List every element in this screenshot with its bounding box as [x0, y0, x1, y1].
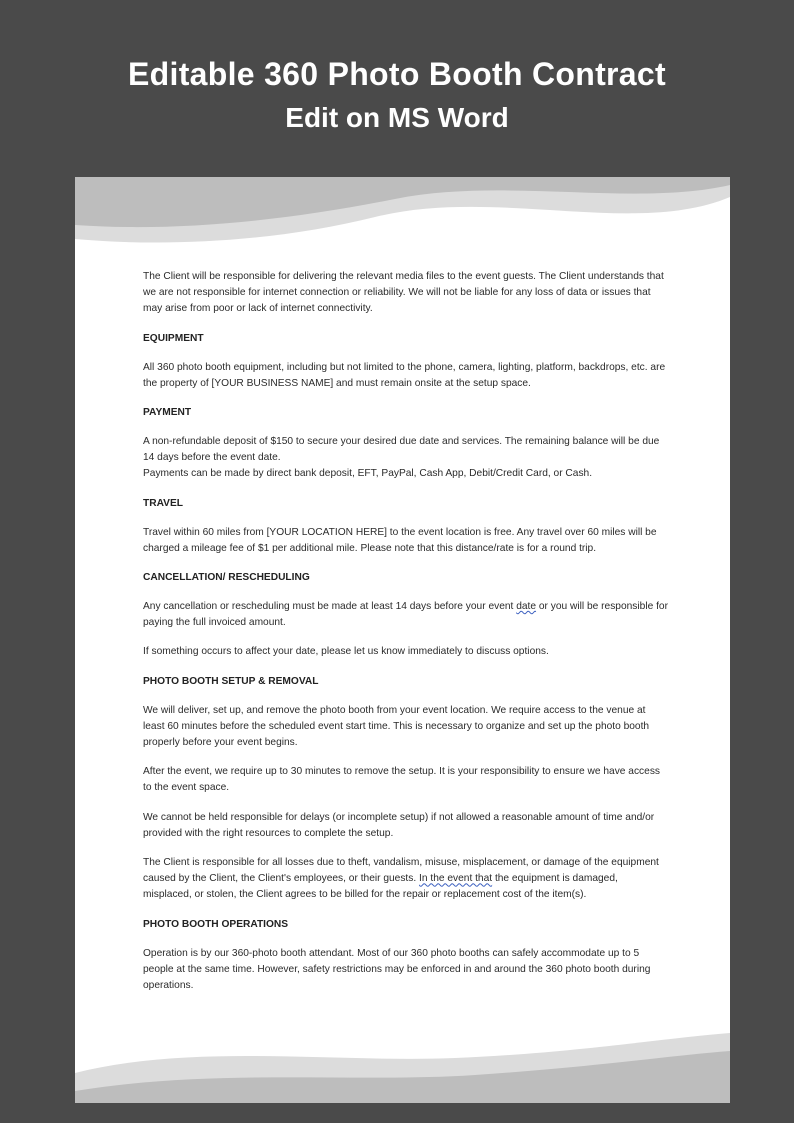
setup-heading: PHOTO BOOTH SETUP & REMOVAL — [143, 675, 319, 687]
equipment-heading: EQUIPMENT — [143, 332, 204, 344]
spellcheck-phrase: In the event that — [419, 873, 493, 885]
payment-paragraph-1: A non-refundable deposit of $150 to secure your desired due date and services. The remaining balance will be due 14 days before the event date. — [143, 436, 660, 464]
equipment-paragraph: All 360 photo booth equipment, including but not limited to the phone, camera, lighting, platform, backdrops, etc. are the property of [YOUR BUSINESS NAME] and must remain onsite at the setup space. — [143, 361, 666, 389]
cancellation-paragraph-1 — [143, 599, 668, 631]
travel-paragraph: Travel within 60 miles from [YOUR LOCATION HERE] to the event location is free. Any travel over 60 miles will be charged a mileage fee of $1 per additional mile. Please note that this distance/rate is for a round trip. — [143, 526, 657, 554]
payment-heading: PAYMENT — [143, 407, 192, 419]
page-title: Editable 360 Photo Booth Contract — [128, 56, 666, 92]
document-body — [143, 269, 668, 1007]
setup-paragraph-1: We will deliver, set up, and remove the photo booth from your event location. We require access to the venue at least 60 minutes before the scheduled event start time. This is necessary to organize and set up the photo booth properly before your event begins. — [143, 704, 650, 749]
setup-paragraph-4 — [143, 855, 668, 904]
setup-paragraph-3: We cannot be held responsible for delays (or incomplete setup) if not allowed a reasonable amount of time and/or provided with the right resources to complete the setup. — [143, 811, 655, 839]
top-wave-decoration — [75, 177, 730, 257]
operations-heading: PHOTO BOOTH OPERATIONS — [143, 918, 289, 930]
cancellation-heading: CANCELLATION/ RESCHEDULING — [143, 572, 310, 584]
cancellation-text-b: or you will be responsible for paying the full invoiced amount. — [143, 601, 668, 629]
document-page — [75, 177, 730, 1103]
page-subtitle: Edit on MS Word — [285, 102, 509, 133]
setup-text-4a: The Client is responsible for all losses due to theft, vandalism, misuse, misplacement, or damage of the equipment caused by the Client, the Client's employees, or their guests. — [143, 857, 659, 885]
spellcheck-word: date — [516, 601, 537, 613]
setup-paragraph-2: After the event, we require up to 30 minutes to remove the setup. It is your responsibility to ensure we have access to the event space. — [143, 766, 661, 794]
operations-paragraph: Operation is by our 360-photo booth attendant. Most of our 360 photo booths can safely accommodate up to 5 people at the same time. However, safety restrictions may be enforced in and around the 360 photo booth during operations. — [143, 947, 651, 992]
cancellation-paragraph-2: If something occurs to affect your date, please let us know immediately to discuss options. — [143, 646, 549, 658]
setup-text-4b: the equipment is damaged, misplaced, or stolen, the Client agrees to be billed for the repair or replacement cost of the item(s). — [143, 873, 618, 901]
intro-paragraph: The Client will be responsible for delivering the relevant media files to the event guests. The Client understands that we are not responsible for internet connection or reliability. We will not be liable for any loss of data or issues that may arise from poor or lack of internet connectivity. — [143, 271, 664, 315]
travel-heading: TRAVEL — [143, 497, 183, 509]
bottom-wave-decoration — [75, 1033, 730, 1103]
payment-paragraph-2: Payments can be made by direct bank deposit, EFT, PayPal, Cash App, Debit/Credit Card, or Cash. — [143, 468, 593, 480]
cancellation-text-a: Any cancellation or rescheduling must be made at least 14 days before your event — [143, 601, 517, 613]
